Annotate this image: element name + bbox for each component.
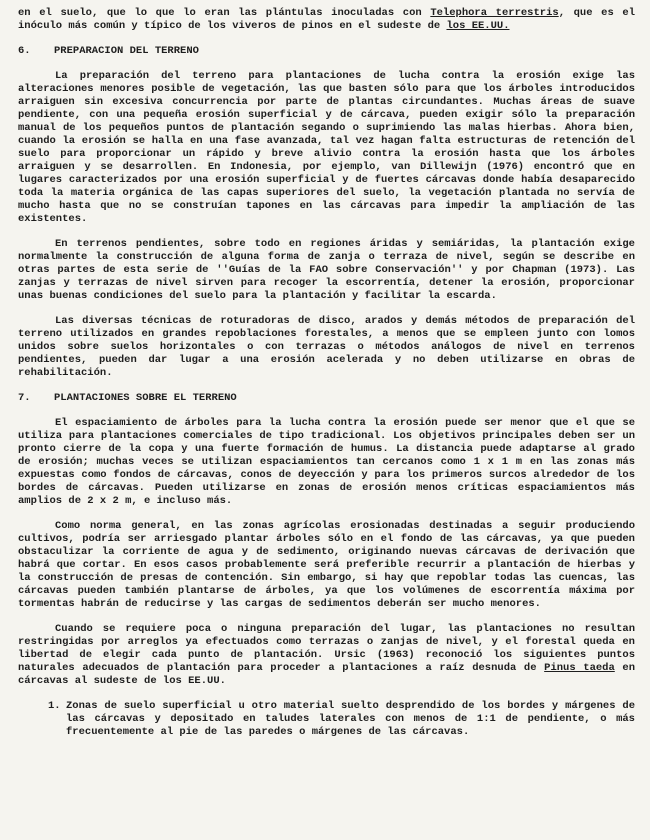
paragraph-continuation (18, 7, 635, 33)
section-7-paragraph-2: Como norma general, en las zonas agrícolas erosionadas destinadas a seguir produciendo cultivos, podría ser arriesgado plantar árboles sólo en el fondo de las cárcavas, ya que pueden obstaculizar la corriente de agua y de sedimento, originando nuevas cárcavas de derivación que habrá que cortar. En esos casos probablemente será preferible recurrir a plantación de hierbas y la construcción de presas de contención. Sin embargo, si hay que repoblar todas las cuencas, las cárcavas pueden también plantarse de árboles, ya que los volúmenes de escorrentía máxima por tormentas habrán de reducirse y las cargas de sedimentos deberán ser mucho menores. (18, 520, 635, 610)
body-text: en el suelo, que lo que lo eran las plántulas inoculadas con (18, 7, 431, 19)
section-7-heading (18, 392, 635, 405)
region-underlined: los EE.UU. (446, 20, 510, 32)
section-7-number: 7. (18, 392, 31, 404)
body-text: , que es el inóculo más común y típico de los viveros de pinos en el sudeste de (18, 7, 635, 32)
section-6-paragraph-1: La preparación del terreno para plantaciones de lucha contra la erosión exige las alteraciones menores posible de vegetación, las que basten sólo para que los árboles introducidos arraiguen sin excesiva concurrencia por parte de plantas circundantes. Muchas áreas de suave pendiente, con una pequeña erosión superficial y de cárcava, pueden exigir sólo la preparación manual de los pequeños puntos de plantación segando o suprimiendo las malas hierbas. Ahora bien, cuando la erosión se halla en una fase avanzada, tal vez hagan falta estructuras de retención del suelo para proporcionar un rápido y breve alivio contra la erosión hasta que los árboles arraiguen y se desarrollen. En Indonesia, por ejemplo, van Dillewijn (1976) encontró que en lugares caracterizados por una erosión superficial y de fuertes cárcavas donde había desaparecido toda la materia orgánica de las capas superiores del suelo, la vegetación plantada no servía de mucho hasta que no se construían tapones en las cárcavas para impedir la ampliación de las existentes. (18, 70, 635, 225)
species-name-underlined: Pinus taeda (544, 662, 615, 674)
section-6-number: 6. (18, 45, 31, 57)
section-6-heading (18, 45, 635, 58)
body-text: en cárcavas al sudeste de los EE.UU. (18, 662, 635, 687)
list-item-number: 1. (48, 700, 61, 712)
list-item-text: Zonas de suelo superficial u otro material suelto desprendido de los bordes y márgenes de las cárcavas y depositado en taludes laterales con menos de 1:1 de pendiente, o más frecuentemente al pie de las paredes o márgenes de las cárcavas. (66, 700, 635, 738)
list-item (48, 700, 635, 739)
species-name-underlined: Telephora terrestris (430, 7, 559, 19)
body-text: Cuando se requiere poca o ninguna preparación del lugar, las plantaciones no resultan restringidas por arreglos ya efectuados como terrazas o zanjas de nivel, y el forestal queda en libertad de elegir cada punto de plantación. Ursic (1963) reconoció los siguientes puntos naturales adecuados de plantación para proceder a plantaciones a raíz desnuda de (18, 623, 635, 674)
section-6-paragraph-3: Las diversas técnicas de roturadoras de disco, arados y demás métodos de preparación del terreno utilizados en grandes repoblaciones forestales, a menos que se empleen junto con lomos unidos sobre suelos horizontales o con terrazas o métodos análogos de nivel en terrenos pendientes, pueden dar lugar a una erosión acelerada y no deben utilizarse en obras de rehabilitación. (18, 315, 635, 379)
section-7-paragraph-3 (18, 623, 635, 688)
section-7-paragraph-1: El espaciamiento de árboles para la lucha contra la erosión puede ser menor que el que se utiliza para plantaciones comerciales de tipo tradicional. Los objetivos principales deben ser un pronto cierre de la copa y una fuerte formación de humus. La distancia puede adaptarse al grado de erosión; muchas veces se utilizan espaciamientos tan cercanos como 1 x 1 m en las zonas más expuestas como fondos de cárcavas, conos de deyección y para los primeros surcos alrededor de los bordes de cárcavas. Pueden utilizarse en zonas de erosión menos críticas espaciamientos más amplios de 2 x 2 m, e incluso más. (18, 417, 635, 507)
section-7-title: PLANTACIONES SOBRE EL TERRENO (54, 392, 237, 404)
section-6-paragraph-2: En terrenos pendientes, sobre todo en regiones áridas y semiáridas, la plantación exige normalmente la construcción de alguna forma de zanja o terraza de nivel, según se describe en otras partes de esta serie de ''Guías de la FAO sobre Conservación'' y por Chapman (1973). Las zanjas y terrazas de nivel sirven para recoger la escorrentía, detener la erosión, proporcionar unas buenas condiciones del suelo para la plantación y facilitar la escarda. (18, 238, 635, 302)
section-6-title: PREPARACION DEL TERRENO (54, 45, 199, 57)
